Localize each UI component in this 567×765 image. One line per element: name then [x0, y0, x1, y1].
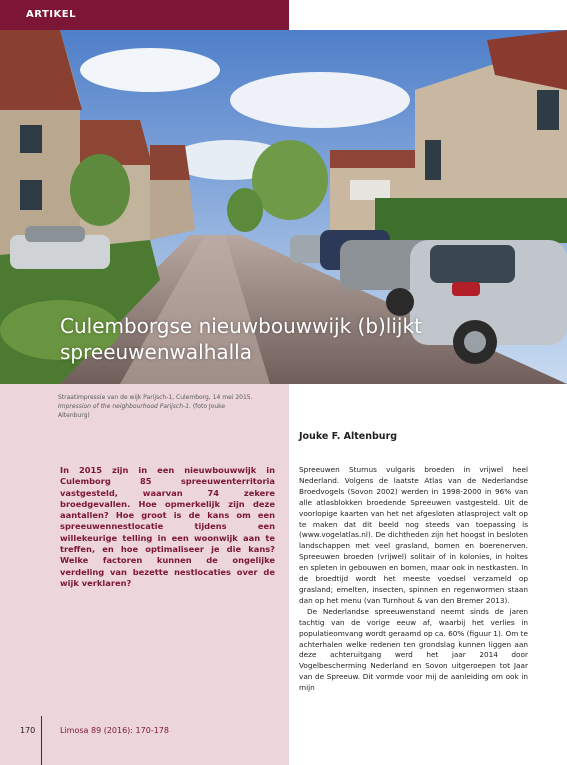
page-number: 170 [20, 726, 36, 735]
author-name: Jouke F. Altenburg [299, 431, 398, 442]
caption-english: Impression of the neighbourhood Parijsch-1. [58, 403, 191, 410]
title-line-2: spreeuwenwalhalla [60, 340, 252, 364]
body-paragraph-2: De Nederlandse spreeuwenstand neemt sinds de jaren tachtig van de vorige eeuw af, waarbij het verlies in populatieomvang wordt geraamd op ca. 60% (figuur 1). Om te achterhalen welke redenen ten grondslag kunnen liggen aan deze achteruitgang werd het jaar 2014 door Vogelbescherming Nederland en Sovon uitgeroepen tot Jaar van de Spreeuw. Dit vormde voor mij de aanleiding om ook in mijn [299, 606, 528, 693]
photo-caption [58, 393, 258, 420]
title-line-1: Culemborgse nieuwbouwwijk (b)lijkt [60, 314, 422, 338]
section-header-tab [0, 0, 289, 30]
abstract: In 2015 zijn in een nieuwbouwwijk in Culemborg 85 spreeuwenterritoria vastgesteld, waarvan 74 zekere broedgevallen. Hoe opmerkelijk zijn deze aantallen? Hoe groot is de kans om een spreeuwennestlocatie tijdens een willekeurige telling in een woonwijk aan te treffen, en hoe optimaliseer je die kans? Welke factoren kunnen de ongelijke verdeling van bezette nestlocaties over de wijk verklaren? [60, 465, 275, 588]
journal-citation: Limosa 89 (2016): 170-178 [60, 726, 169, 735]
article-title [60, 313, 540, 365]
caption-credit: (foto Jouke Altenburg) [58, 403, 226, 419]
body-text [299, 465, 528, 694]
body-paragraph-1: Spreeuwen Sturnus vulgaris broeden in vrijwel heel Nederland. Volgens de laatste Atlas van de Nederlandse Broedvogels (Sovon 2002) werden in 1998-2000 in 96% van alle atlasblokken broedende Spreeuwen vastgesteld. Uit de voorlopige kaarten van het net afgesloten atlasproject valt op te maken dat dit beeld nog steeds van toepassing is (www.vogelatlas.nl). De dichtheden zijn het hoogst in besloten landschappen met veel grasland, bomen en boerenerven. Spreeuwen broeden (vrijwel) solitair of in kolonies, in holtes en spleten in gebouwen en bomen, maar ook in nestkasten. In de broedtijd wordt het meeste voedsel verzameld op grasland; emelten, insecten, spinnen en regenwormen staan dan op het menu (van Turnhout & van den Bremer 2013). [299, 465, 528, 605]
caption-text: Straatimpressie van de wijk Parijsch-1, Culemborg, 14 mei 2015. [58, 394, 253, 401]
section-label: ARTIKEL [26, 9, 76, 20]
footer-divider [41, 716, 42, 765]
